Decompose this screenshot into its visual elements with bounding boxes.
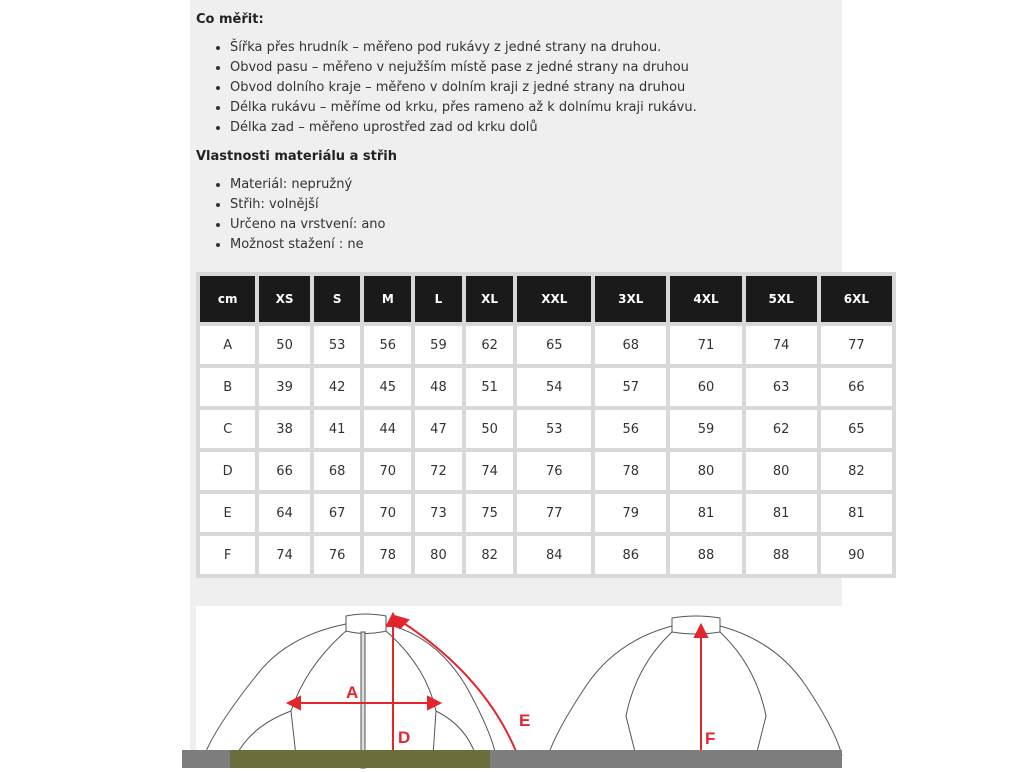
how-to-measure-heading: Co měřit: (196, 12, 264, 27)
size-table (196, 272, 896, 578)
table-cell: 76 (314, 536, 361, 574)
table-row (200, 494, 892, 532)
table-cell: F (200, 536, 255, 574)
table-cell: 84 (517, 536, 591, 574)
material-list (230, 175, 386, 255)
table-cell: 79 (595, 494, 666, 532)
table-cell: 67 (314, 494, 361, 532)
table-cell: 57 (595, 368, 666, 406)
table-cell: 81 (821, 494, 892, 532)
table-cell: 90 (821, 536, 892, 574)
list-item: • Obvod pasu – měřeno v nejužším místě pase z jedné strany na druhou (230, 58, 697, 78)
label-a: A (346, 683, 359, 702)
list-item: • Materiál: nepružný (230, 175, 386, 195)
table-cell: 44 (364, 410, 411, 448)
table-cell: 56 (364, 326, 411, 364)
table-cell: 64 (259, 494, 309, 532)
table-cell: 66 (821, 368, 892, 406)
column-header: 3XL (595, 276, 666, 322)
table-cell: 66 (259, 452, 309, 490)
table-cell: 81 (746, 494, 817, 532)
list-item: • Délka zad – měřeno uprostřed zad od krku dolů (230, 118, 697, 138)
table-cell: D (200, 452, 255, 490)
table-cell: 72 (415, 452, 462, 490)
table-row (200, 536, 892, 574)
table-cell: 56 (595, 410, 666, 448)
table-cell: 65 (821, 410, 892, 448)
table-cell: 59 (415, 326, 462, 364)
table-cell: 45 (364, 368, 411, 406)
table-cell: 62 (466, 326, 514, 364)
table-cell: 65 (517, 326, 591, 364)
table-cell: 74 (259, 536, 309, 574)
table-cell: 88 (746, 536, 817, 574)
label-f: F (705, 729, 716, 748)
column-header: S (314, 276, 361, 322)
material-heading: Vlastnosti materiálu a střih (196, 149, 397, 164)
column-header: XXL (517, 276, 591, 322)
table-cell: 50 (259, 326, 309, 364)
table-cell: 81 (670, 494, 741, 532)
table-cell: 62 (746, 410, 817, 448)
table-cell: 86 (595, 536, 666, 574)
table-cell: 59 (670, 410, 741, 448)
list-item: • Určeno na vrstvení: ano (230, 215, 386, 235)
table-cell: 82 (466, 536, 514, 574)
table-cell: 77 (821, 326, 892, 364)
table-cell: 74 (466, 452, 514, 490)
table-cell: 51 (466, 368, 514, 406)
jacket-diagram-svg (196, 606, 842, 768)
label-d: D (398, 728, 411, 747)
size-guide-content (190, 0, 869, 768)
column-header: XS (259, 276, 309, 322)
table-cell: C (200, 410, 255, 448)
table-cell: E (200, 494, 255, 532)
table-row (200, 452, 892, 490)
label-e: E (519, 711, 531, 730)
column-header: L (415, 276, 462, 322)
column-header: cm (200, 276, 255, 322)
table-cell: 68 (314, 452, 361, 490)
table-row (200, 410, 892, 448)
column-header: M (364, 276, 411, 322)
list-item: • Střih: volnější (230, 195, 386, 215)
table-row (200, 326, 892, 364)
table-cell: 60 (670, 368, 741, 406)
table-cell: 50 (466, 410, 514, 448)
table-cell: 78 (364, 536, 411, 574)
table-cell: 47 (415, 410, 462, 448)
table-cell: 77 (517, 494, 591, 532)
table-cell: 76 (517, 452, 591, 490)
table-cell: 71 (670, 326, 741, 364)
measurement-diagram (196, 606, 842, 768)
table-cell: 48 (415, 368, 462, 406)
table-cell: 80 (415, 536, 462, 574)
table-cell: 53 (314, 326, 361, 364)
table-cell: 38 (259, 410, 309, 448)
bottom-image-strip (230, 750, 490, 768)
list-item: • Šířka přes hrudník – měřeno pod rukávy z jedné strany na druhou. (230, 38, 697, 58)
table-cell: B (200, 368, 255, 406)
table-cell: 63 (746, 368, 817, 406)
table-cell: 78 (595, 452, 666, 490)
table-cell: 82 (821, 452, 892, 490)
column-header: 5XL (746, 276, 817, 322)
list-item: • Možnost stažení : ne (230, 235, 386, 255)
table-row (200, 368, 892, 406)
column-header: XL (466, 276, 514, 322)
table-cell: 41 (314, 410, 361, 448)
table-cell: 75 (466, 494, 514, 532)
table-cell: 53 (517, 410, 591, 448)
column-header: 6XL (821, 276, 892, 322)
table-cell: 54 (517, 368, 591, 406)
table-cell: 70 (364, 494, 411, 532)
list-item: • Délka rukávu – měříme od krku, přes rameno až k dolnímu kraji rukávu. (230, 98, 697, 118)
table-cell: 70 (364, 452, 411, 490)
column-header: 4XL (670, 276, 741, 322)
table-cell: 74 (746, 326, 817, 364)
table-cell: 73 (415, 494, 462, 532)
table-cell: 42 (314, 368, 361, 406)
how-to-measure-list (230, 38, 697, 138)
table-cell: 88 (670, 536, 741, 574)
list-item: • Obvod dolního kraje – měřeno v dolním kraji z jedné strany na druhou (230, 78, 697, 98)
table-cell: 39 (259, 368, 309, 406)
table-cell: 80 (746, 452, 817, 490)
table-cell: 80 (670, 452, 741, 490)
table-cell: A (200, 326, 255, 364)
table-cell: 68 (595, 326, 666, 364)
